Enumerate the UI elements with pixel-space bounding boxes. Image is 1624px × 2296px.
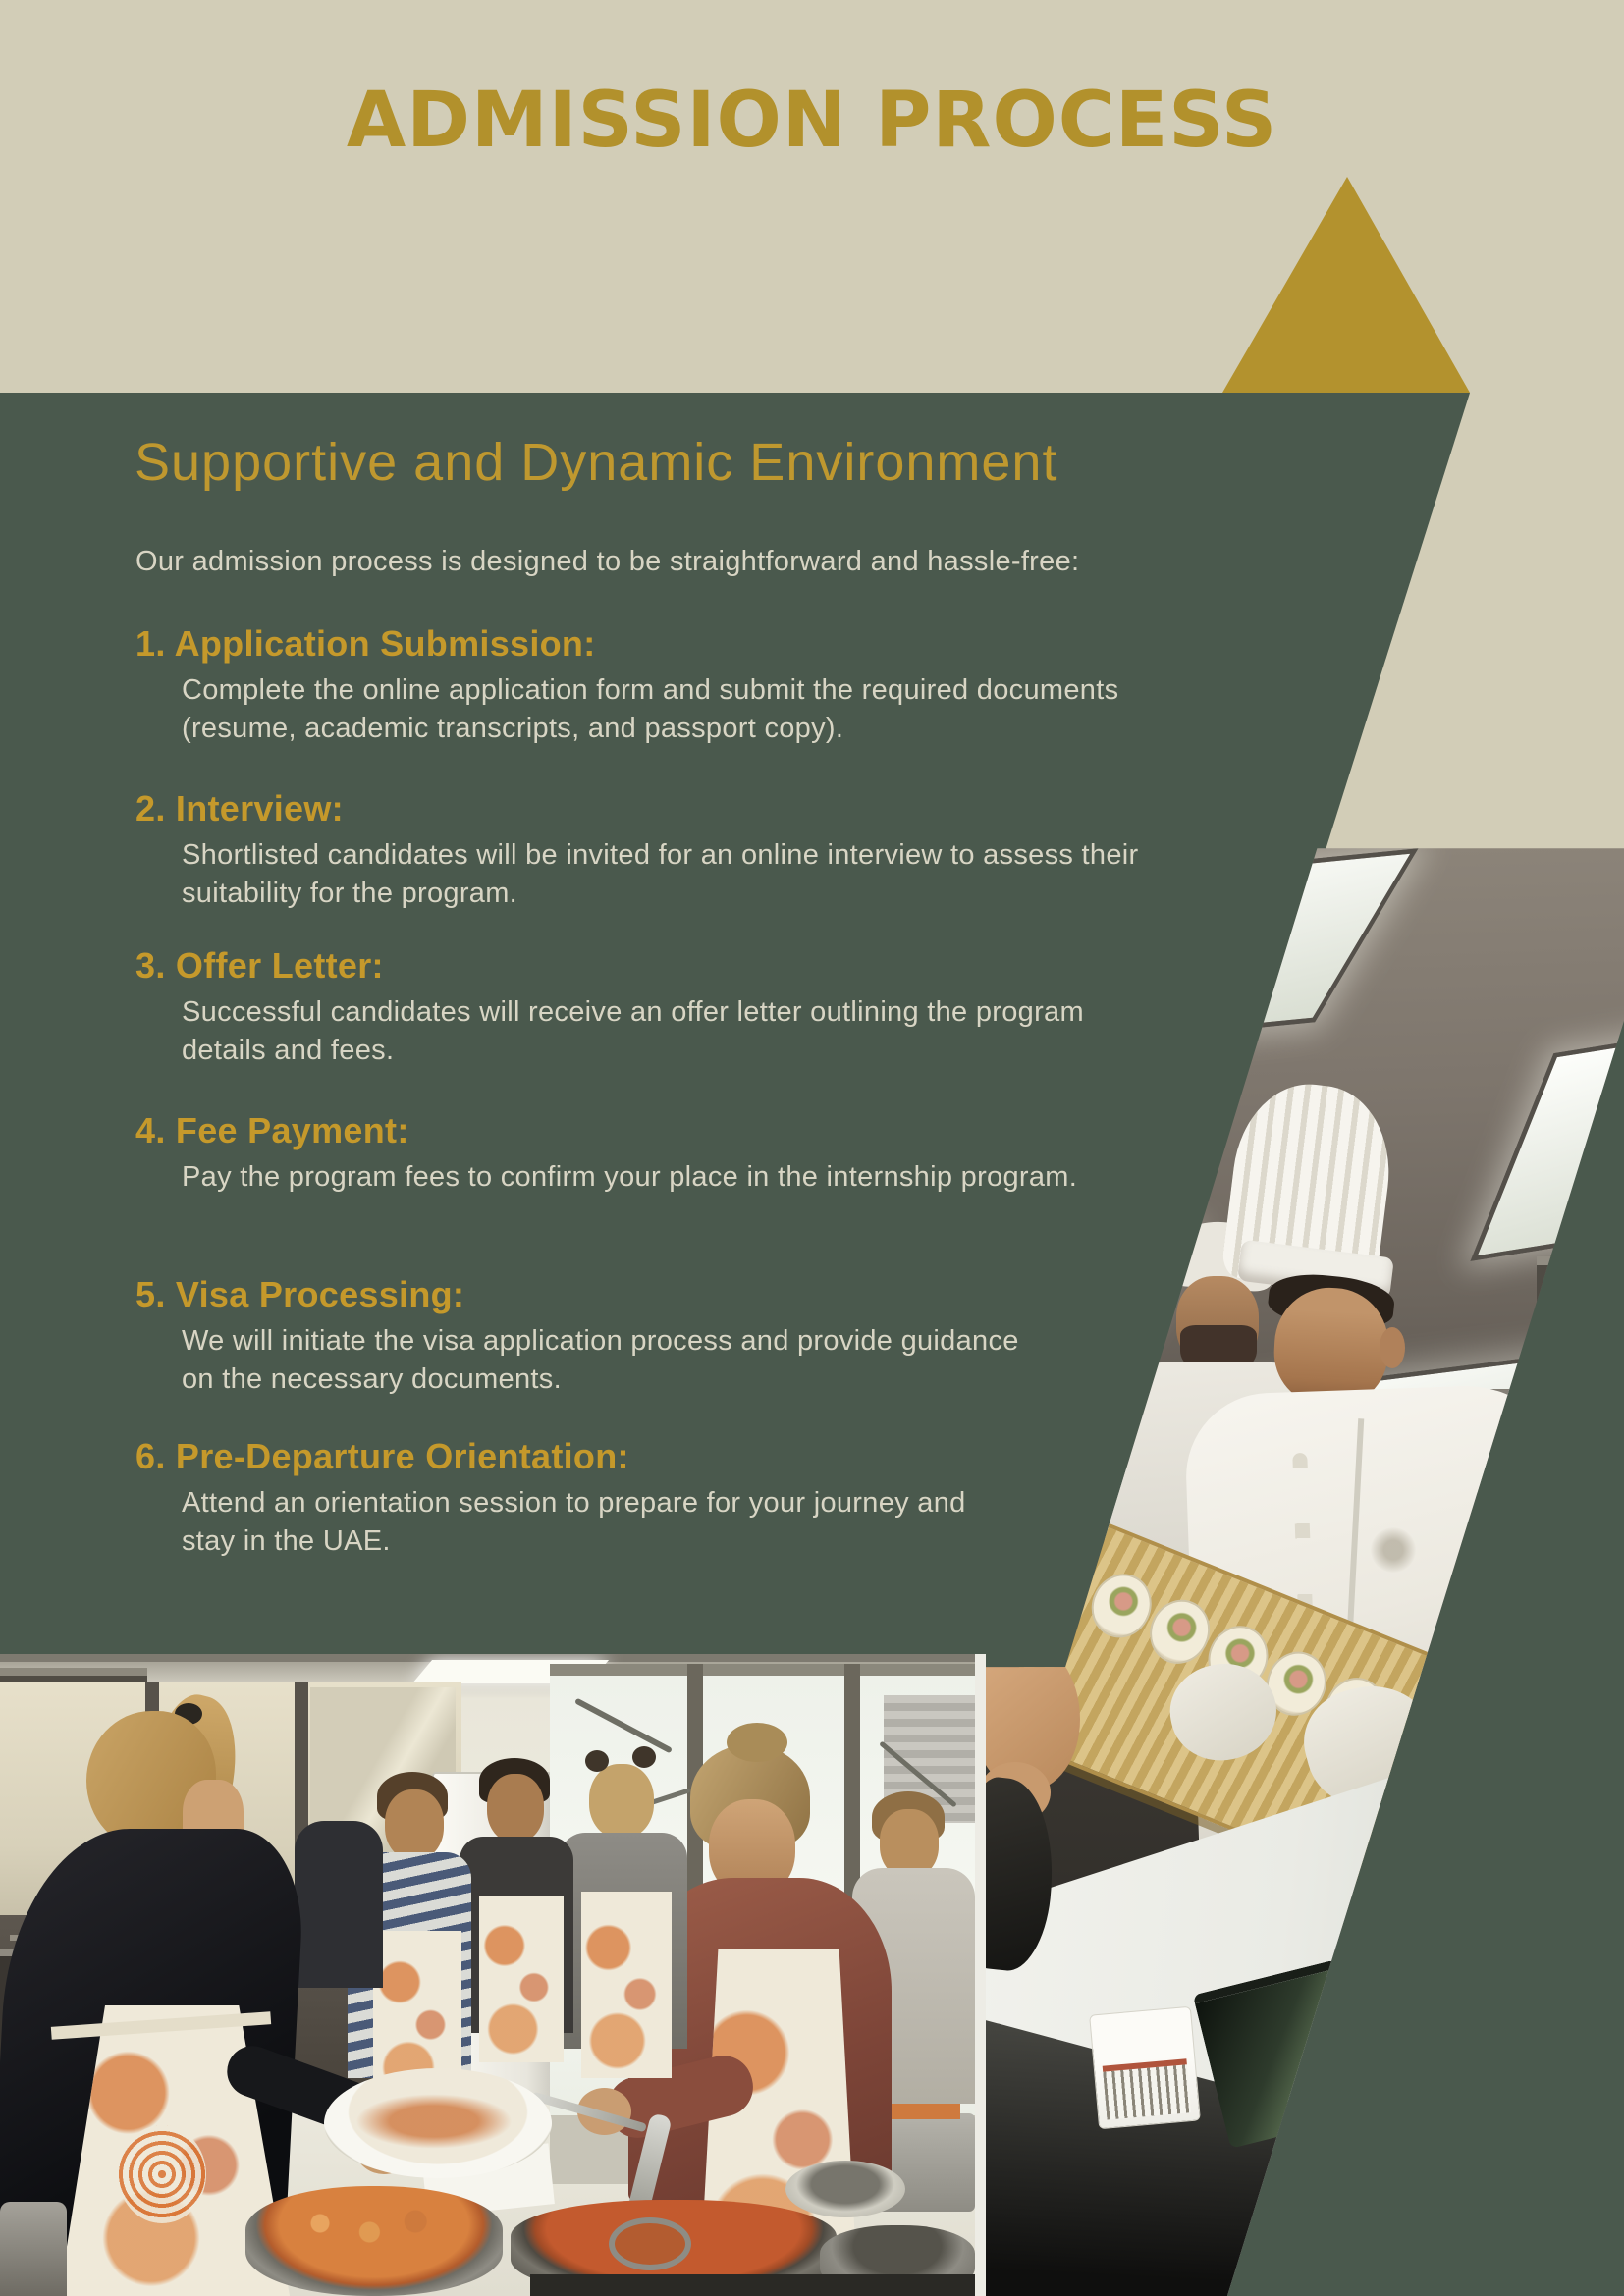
step-4-line-1: Pay the program fees to confirm your place in the internship program. <box>182 1161 1078 1193</box>
bowl-sauce-smear <box>355 2094 513 2149</box>
section-heading: Supportive and Dynamic Environment <box>135 433 1058 492</box>
step-1 <box>135 624 1118 748</box>
step-2-heading: 2. Interview: <box>135 788 344 828</box>
step-3-heading: 3. Offer Letter: <box>135 945 384 986</box>
student-buns-bun <box>585 1750 609 1772</box>
chef-ear <box>1380 1327 1405 1368</box>
step-5-line-2: on the necessary documents. <box>182 1363 562 1395</box>
step-3-line-1: Successful candidates will receive an offer letter outlining the program <box>182 996 1084 1028</box>
step-5-line-1: We will initiate the visa application process and provide guidance <box>182 1325 1019 1357</box>
step-4-heading: 4. Fee Payment: <box>135 1110 409 1150</box>
step-3 <box>135 946 1084 1070</box>
chef-chest-logo <box>1371 1527 1416 1573</box>
student-buns-head <box>589 1764 654 1839</box>
student-maroon-hairbun <box>727 1723 787 1762</box>
step-1-line-2: (resume, academic transcripts, and passport copy). <box>182 713 844 744</box>
step-2-line-2: suitability for the program. <box>182 878 518 909</box>
step-2 <box>135 789 1138 913</box>
photo-students-cooking <box>0 1654 975 2296</box>
step-4 <box>135 1111 1077 1197</box>
step-2-line-1: Shortlisted candidates will be invited for an online interview to assess their <box>182 839 1139 871</box>
step-6 <box>135 1437 966 1561</box>
student-buns-apron <box>581 1892 672 2078</box>
student-hidden-body <box>295 1821 383 1988</box>
white-bowl <box>324 2068 552 2178</box>
step-6-line-1: Attend an orientation session to prepare for your journey and <box>182 1487 966 1519</box>
white-condiment-container <box>1089 2006 1201 2130</box>
intro-text: Our admission process is designed to be straightforward and hassle-free: <box>135 546 1080 577</box>
metal-pot-left-edge <box>0 2202 67 2296</box>
stove-dark-edge <box>530 2274 975 2296</box>
container-label <box>1103 2058 1191 2119</box>
apron-spiral-print <box>118 2125 206 2223</box>
student-buns-bun <box>632 1746 656 1768</box>
ladle-bowl <box>609 2217 691 2270</box>
step-6-line-2: stay in the UAE. <box>182 1525 391 1557</box>
food-chunks <box>285 2204 461 2253</box>
pan-potato-chunks <box>245 2186 503 2296</box>
step-5 <box>135 1275 1019 1399</box>
gold-triangle-decoration <box>1222 177 1470 393</box>
step-6-heading: 6. Pre-Departure Orientation: <box>135 1436 629 1476</box>
step-5-heading: 5. Visa Processing: <box>135 1274 465 1314</box>
gray-bowl-right <box>785 2161 905 2217</box>
student-striped-face <box>385 1789 444 1860</box>
step-1-line-1: Complete the online application form and submit the required documents <box>182 674 1119 706</box>
student-darkbun-apron <box>479 1896 564 2062</box>
photo-divider-gap <box>975 1654 986 2296</box>
step-3-line-2: details and fees. <box>182 1035 395 1066</box>
step-1-heading: 1. Application Submission: <box>135 623 596 664</box>
student-darkbun-face <box>487 1774 544 1842</box>
page-title: ADMISSION PROCESS <box>346 77 1278 165</box>
